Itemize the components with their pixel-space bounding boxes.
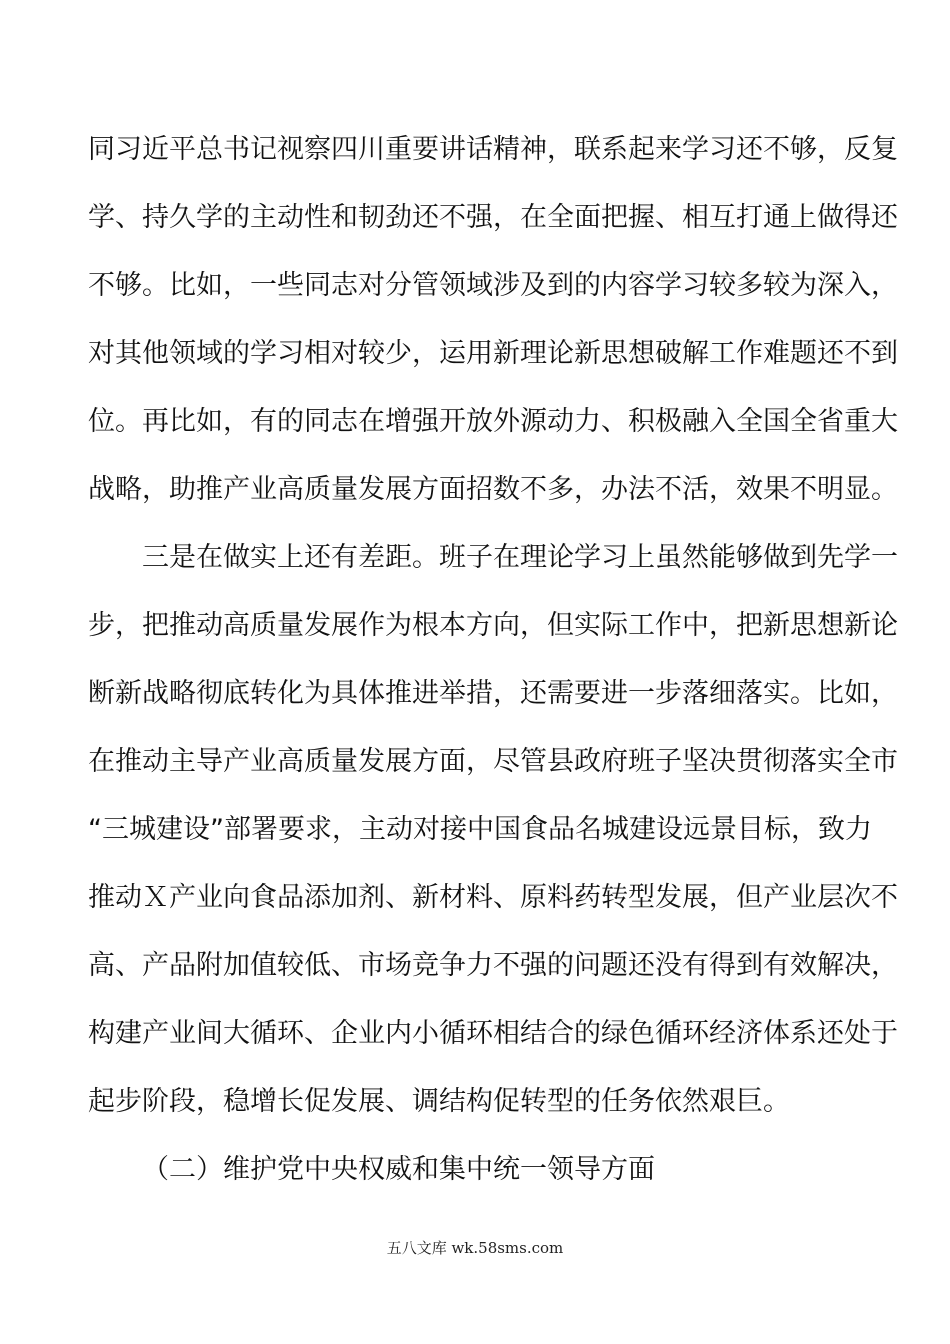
text-line: 推动Ｘ产业向食品添加剂、新材料、原料药转型发展，但产业层次不 [88,882,898,913]
text-line: 学、持久学的主动性和韧劲还不强，在全面把握、相互打通上做得还 [88,202,898,233]
section-heading: （二）维护党中央权威和集中统一领导方面 [142,1154,655,1185]
text-line: 同习近平总书记视察四川重要讲话精神，联系起来学习还不够，反复 [88,134,898,165]
text-line: 高、产品附加值较低、市场竞争力不强的问题还没有得到有效解决， [88,950,898,981]
text-line: 步，把推动高质量发展作为根本方向，但实际工作中，把新思想新论 [88,610,898,641]
text-line: 断新战略彻底转化为具体推进举措，还需要进一步落细落实。比如， [88,678,898,709]
text-line: “三城建设”部署要求，主动对接中国食品名城建设远景目标，致力 [88,814,872,845]
text-line: 对其他领域的学习相对较少，运用新理论新思想破解工作难题还不到 [88,338,898,369]
text-line: 构建产业间大循环、企业内小循环相结合的绿色循环经济体系还处于 [88,1018,898,1049]
text-line: 在推动主导产业高质量发展方面，尽管县政府班子坚决贯彻落实全市 [88,746,898,777]
text-line: 起步阶段，稳增长促发展、调结构促转型的任务依然艰巨。 [88,1086,790,1117]
text-line: 不够。比如，一些同志对分管领域涉及到的内容学习较多较为深入， [88,270,898,301]
paragraph-start-line: 三是在做实上还有差距。班子在理论学习上虽然能够做到先学一 [142,542,898,573]
text-line: 位。再比如，有的同志在增强开放外源动力、积极融入全国全省重大 [88,406,898,437]
text-line: 战略，助推产业高质量发展方面招数不多，办法不活，效果不明显。 [88,474,898,505]
footer-watermark: 五八文库 wk.58sms.com [386,1239,564,1257]
